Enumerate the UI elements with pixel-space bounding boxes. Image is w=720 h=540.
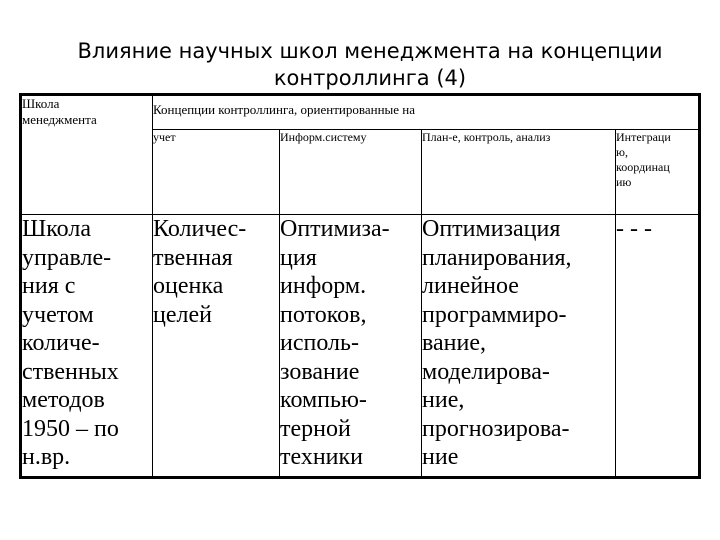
accounting-cell [153,215,280,478]
planning-line: линейное [422,273,519,299]
info-system-line: информ. [280,273,367,299]
concepts-table [19,93,701,479]
subheader-integration-line: координац [616,160,670,174]
school-line: управле- [22,244,112,271]
school-line: методов [22,387,105,413]
info-system-line: компью- [280,387,367,413]
accounting-line: оценка [153,273,224,299]
school-line: количе- [22,330,100,356]
subheader-integration-line: Интеграци [616,130,671,144]
planning-line: программиро- [422,301,567,328]
subheader-integration-line: ю, [616,145,628,159]
planning-line: ние, [422,387,465,413]
school-cell [21,215,153,478]
school-line: Школа [22,216,91,242]
header-school-line-1: Школа [22,96,60,111]
planning-line: планирования, [422,244,572,271]
integration-value: - - - [616,216,652,242]
slide-title-line-1: Влияние научных школ менеджмента на концепции [77,39,663,63]
planning-line: моделирова- [422,358,550,385]
header-concepts-cell [153,95,700,130]
header-school-line-2: менеджмента [22,112,97,127]
info-system-line: техники [280,444,364,470]
info-system-line: зование [280,358,360,385]
subheader-info-system [280,130,422,215]
info-system-line: исполь- [280,330,359,356]
accounting-line: целей [153,301,212,328]
header-school-cell [21,95,153,215]
subheader-integration-line: ию [616,175,632,189]
integration-cell [616,215,700,478]
school-line: ния с [22,273,76,299]
accounting-line: Количес- [153,216,247,242]
planning-line: прогнозирова- [422,415,570,442]
subheader-planning [422,130,616,215]
info-system-line: терной [280,415,351,442]
subheader-accounting-label: учет [153,130,176,144]
info-system-cell [280,215,422,478]
planning-line: Оптимизация [422,216,561,242]
planning-line: вание, [422,330,487,356]
school-line: ственных [22,358,119,385]
subheader-planning-label: План-е, контроль, анализ [422,130,551,144]
slide-title-line-2: контроллинга (4) [273,66,467,90]
info-system-line: потоков, [280,301,367,328]
school-line: 1950 – по [22,415,119,442]
slide-title [60,38,680,92]
header-concepts-label: Концепции контроллинга, ориентированные на [153,102,416,117]
school-line: н.вр. [22,444,71,470]
subheader-info-system-label: Информ.систему [280,130,367,144]
accounting-line: твенная [153,244,233,271]
subheader-integration [616,130,700,215]
school-line: учетом [22,301,94,328]
planning-cell [422,215,616,478]
info-system-line: ция [280,244,317,271]
subheader-accounting [153,130,280,215]
info-system-line: Оптимиза- [280,216,390,242]
planning-line: ние [422,444,459,470]
